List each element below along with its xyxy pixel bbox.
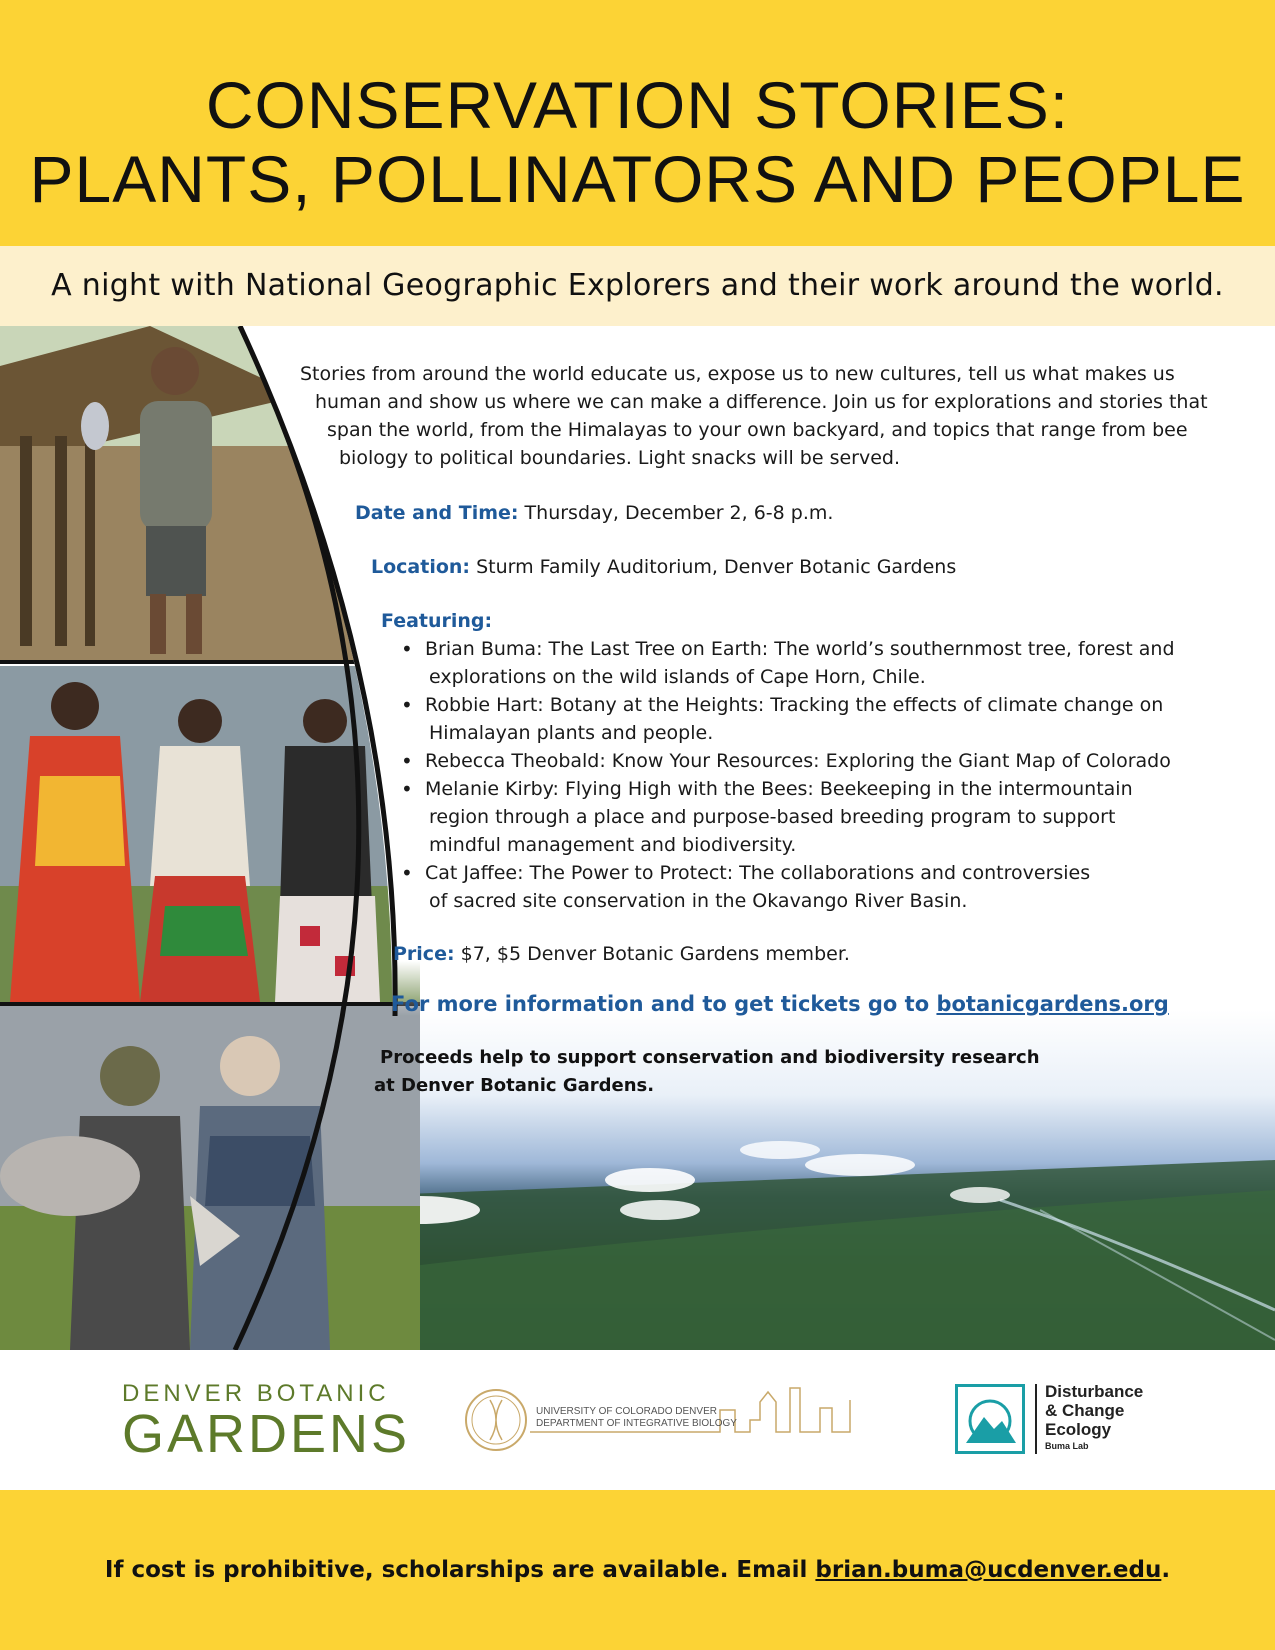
featuring-section (300, 607, 1220, 915)
proceeds-line: Proceeds help to support conservation and biodiversity research (380, 1047, 1040, 1068)
mountain-icon (955, 1384, 1025, 1454)
dce-sub: Buma Lab (1045, 1441, 1089, 1451)
denver-botanic-gardens-logo (122, 1380, 411, 1464)
intro-line: span the world, from the Himalayas to your own backyard, and topics that range from bee (327, 419, 1188, 441)
location-label: Location: (371, 556, 471, 578)
location (300, 553, 1220, 581)
price-value: $7, $5 Denver Botanic Gardens member. (460, 943, 850, 965)
speaker-text: explorations on the wild islands of Cape Horn, Chile. (429, 666, 926, 688)
intro-line: Stories from around the world educate us, expose us to new cultures, tell us what makes us (300, 363, 1175, 385)
dce-line3: Ecology (1045, 1420, 1112, 1439)
date-value: Thursday, December 2, 6-8 p.m. (524, 502, 834, 524)
footer-banner (0, 1490, 1275, 1650)
speaker-item (401, 635, 1220, 691)
dce-text (1045, 1382, 1143, 1453)
featuring-label: Featuring: (381, 610, 493, 632)
subtitle-banner (0, 246, 1275, 326)
price (300, 940, 1220, 968)
speaker-text: • Robbie Hart: Botany at the Heights: Tracking the effects of climate change on (425, 694, 1164, 716)
page-title (0, 0, 1275, 216)
speaker-text: • Rebecca Theobald: Know Your Resources: Exploring the Giant Map of Colorado (425, 750, 1171, 772)
speaker-list (381, 635, 1220, 915)
title-banner (0, 0, 1275, 246)
cu-denver-text (536, 1406, 737, 1430)
more-info (300, 990, 1220, 1018)
scholarship-note (0, 1490, 1275, 1650)
cu-denver-logo (460, 1380, 880, 1460)
contact-email-link[interactable]: brian.buma@ucdenver.edu (815, 1557, 1162, 1583)
dce-line1: Disturbance (1045, 1382, 1144, 1401)
website-link[interactable]: botanicgardens.org (936, 992, 1169, 1016)
event-details (300, 360, 1220, 1100)
dbg-logo-line2: GARDENS (122, 1404, 411, 1464)
speaker-text: Himalayan plants and people. (429, 722, 714, 744)
scholarship-end: . (1161, 1557, 1171, 1583)
date-label: Date and Time: (355, 502, 519, 524)
cu-denver-line2: DEPARTMENT OF INTEGRATIVE BIOLOGY (536, 1418, 737, 1429)
date-time (300, 499, 1220, 527)
intro-line: biology to political boundaries. Light snacks will be served. (339, 447, 901, 469)
speaker-text: mindful management and biodiversity. (429, 834, 797, 856)
sponsor-logos (0, 1350, 1275, 1490)
speaker-text: • Brian Buma: The Last Tree on Earth: The world’s southernmost tree, forest and (425, 638, 1175, 660)
scholarship-text: If cost is prohibitive, scholarships are available. Email (104, 1557, 808, 1583)
more-info-text: For more information and to get tickets go to (391, 992, 930, 1016)
logo-divider (1035, 1384, 1037, 1454)
speaker-item (401, 691, 1220, 747)
disturbance-change-ecology-logo (955, 1380, 1175, 1456)
speaker-item (401, 775, 1220, 859)
location-value: Sturm Family Auditorium, Denver Botanic Gardens (476, 556, 957, 578)
speaker-item (401, 747, 1220, 775)
title-line-2: PLANTS, POLLINATORS AND PEOPLE (29, 142, 1246, 216)
speaker-item (401, 859, 1220, 915)
speaker-text: • Melanie Kirby: Flying High with the Bees: Beekeeping in the intermountain (425, 778, 1133, 800)
dce-line2: & Change (1045, 1401, 1125, 1420)
dbg-logo-line1: DENVER BOTANIC (122, 1380, 390, 1407)
proceeds-line: at Denver Botanic Gardens. (374, 1075, 655, 1096)
intro-paragraph (300, 360, 1220, 472)
price-label: Price: (393, 943, 455, 965)
proceeds-note (300, 1044, 1220, 1100)
subtitle: A night with National Geographic Explorers and their work around the world. (51, 268, 1224, 303)
cu-denver-line1: UNIVERSITY OF COLORADO DENVER (536, 1406, 717, 1417)
intro-line: human and show us where we can make a difference. Join us for explorations and stories that (315, 391, 1208, 413)
speaker-text: of sacred site conservation in the Okavango River Basin. (429, 890, 968, 912)
title-line-1: CONSERVATION STORIES: (205, 68, 1070, 142)
speaker-text: region through a place and purpose-based breeding program to support (429, 806, 1116, 828)
speaker-text: • Cat Jaffee: The Power to Protect: The collaborations and controversies (425, 862, 1091, 884)
